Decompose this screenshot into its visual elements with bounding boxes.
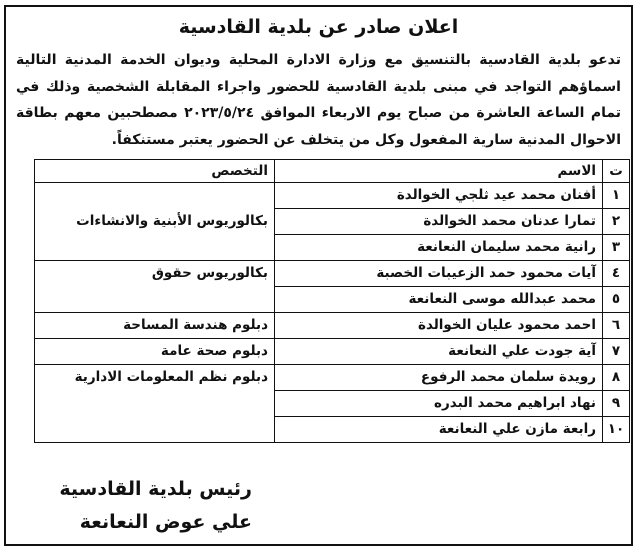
row-number: ٦ bbox=[603, 313, 630, 339]
announcement-title: اعلان صادر عن بلدية القادسية bbox=[178, 16, 459, 38]
row-name: نهاد ابراهيم محمد البدره bbox=[275, 391, 603, 417]
row-name: رويدة سلمان محمد الرفوع bbox=[275, 365, 603, 391]
header-specialization: التخصص bbox=[35, 160, 275, 183]
table-header-row bbox=[35, 160, 630, 183]
announcement-body: تدعو بلدية القادسية بالتنسيق مع وزارة الادارة المحلية وديوان الخدمة المدنية التالية اسماؤهم التواجد في مبنى بلدية القادسية للحضور واجراء المقابلة الشخصية وذلك في تمام الساعة العاشرة من صباح يوم الاربعاء الموافق ٢٠٢٣/٥/٢٤ مصطحبين معهم بطاقة الاحوال المدنية سارية المفعول وكل من يتخلف عن الحضور يعتبر مستنكفاً. bbox=[16, 52, 621, 148]
specialization-cell: بكالوريوس حقوق bbox=[35, 261, 275, 313]
table-row bbox=[35, 365, 630, 391]
row-number: ١ bbox=[603, 183, 630, 209]
row-number: ٥ bbox=[603, 287, 630, 313]
row-number: ٤ bbox=[603, 261, 630, 287]
row-name: رانية محمد سليمان النعانعة bbox=[275, 235, 603, 261]
table-row bbox=[35, 313, 630, 339]
candidates-table bbox=[34, 159, 630, 443]
specialization-cell: بكالوريوس الأبنية والانشاءات bbox=[35, 183, 275, 261]
table-row bbox=[35, 261, 630, 287]
row-number: ٨ bbox=[603, 365, 630, 391]
row-name: احمد محمود عليان الخوالدة bbox=[275, 313, 603, 339]
row-number: ٣ bbox=[603, 235, 630, 261]
table-row bbox=[35, 183, 630, 209]
signature-name: علي عوض النعانعة bbox=[79, 511, 252, 533]
specialization-cell: دبلوم هندسة المساحة bbox=[35, 313, 275, 339]
row-name: آية جودت علي النعانعة bbox=[275, 339, 603, 365]
row-name: آيات محمود حمد الزعيبات الخصبة bbox=[275, 261, 603, 287]
row-name: رابعة مازن علي النعانعة bbox=[275, 417, 603, 443]
specialization-cell: دبلوم صحة عامة bbox=[35, 339, 275, 365]
signature-position: رئيس بلدية القادسية bbox=[59, 478, 252, 500]
row-number: ٩ bbox=[603, 391, 630, 417]
row-number: ٢ bbox=[603, 209, 630, 235]
header-name: الاسم bbox=[275, 160, 603, 183]
specialization-cell: دبلوم نظم المعلومات الادارية bbox=[35, 365, 275, 443]
table-row bbox=[35, 339, 630, 365]
row-name: محمد عبدالله موسى النعانعة bbox=[275, 287, 603, 313]
row-name: أفنان محمد عيد ثلجي الخوالدة bbox=[275, 183, 603, 209]
header-number: ت bbox=[603, 160, 630, 183]
row-name: تمارا عدنان محمد الخوالدة bbox=[275, 209, 603, 235]
row-number: ٧ bbox=[603, 339, 630, 365]
row-number: ١٠ bbox=[603, 417, 630, 443]
